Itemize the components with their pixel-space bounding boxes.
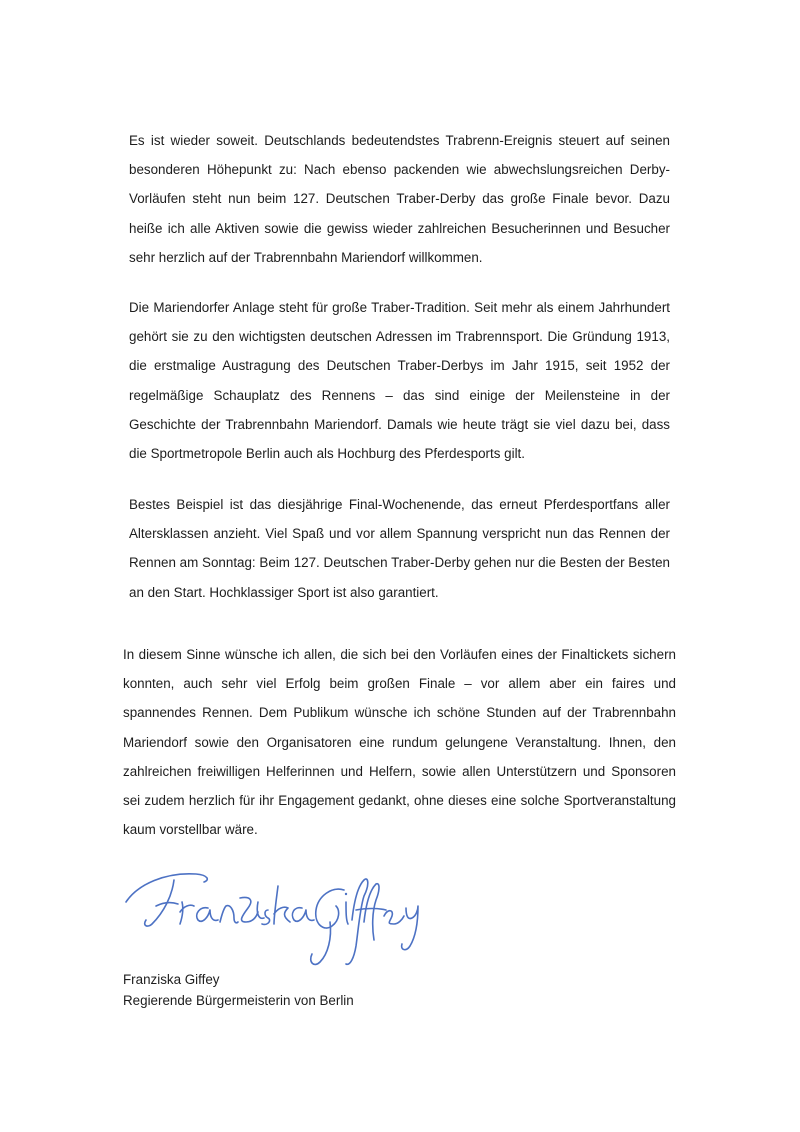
paragraph-4: In diesem Sinne wünsche ich allen, die sich bei den Vorläufen eines der Finaltickets sichern konnten, auch sehr viel Erfolg beim großen Finale – vor allem aber ein faires und spannendes Rennen. Dem Publikum wünsche ich schöne Stunden auf der Trabrennbahn Mariendorf sowie den Organisatoren eine rundum gelungene Veranstaltung. Ihnen, den zahlreichen freiwilligen Helferinnen und Helfern, sowie allen Unterstützern und Sponsoren sei zudem herzlich für ihr Engagement gedankt, ohne dieses eine solche Sportveranstaltung kaum vorstellbar wäre. xyxy=(123,647,676,838)
signer-name: Franziska Giffey xyxy=(123,972,220,987)
signer-title: Regierende Bürgermeisterin von Berlin xyxy=(123,993,354,1008)
paragraph-1: Es ist wieder soweit. Deutschlands bedeutendstes Trabrenn-Ereignis steuert auf seinen besonderen Höhepunkt zu: Nach ebenso packenden wie abwechslungsreichen Derby-Vorläufen steht nun beim 127. Deutschen Traber-Derby das große Finale bevor. Dazu heiße ich alle Aktiven sowie die gewiss wieder zahlreichen Besucherinnen und Besucher sehr herzlich auf der Trabrennbahn Mariendorf willkommen. xyxy=(129,133,670,265)
handwritten-signature xyxy=(118,862,428,972)
paragraph-2: Die Mariendorfer Anlage steht für große Traber-Tradition. Seit mehr als einem Jahrhundert gehört sie zu den wichtigsten deutschen Adressen im Trabrennsport. Die Gründung 1913, die erstmalige Austragung des Deutschen Traber-Derbys im Jahr 1915, seit 1952 der regelmäßige Schauplatz des Rennens – das sind einige der Meilensteine in der Geschichte der Trabrennbahn Mariendorf. Damals wie heute trägt sie viel dazu bei, dass die Sportmetropole Berlin auch als Hochburg des Pferdesports gilt. xyxy=(129,300,670,462)
paragraph-3: Bestes Beispiel ist das diesjährige Final-Wochenende, das erneut Pferdesportfans aller Altersklassen anzieht. Viel Spaß und vor allem Spannung verspricht nun das Rennen der Rennen am Sonntag: Beim 127. Deutschen Traber-Derby gehen nur die Besten der Besten an den Start. Hochklassiger Sport ist also garantiert. xyxy=(129,497,670,600)
